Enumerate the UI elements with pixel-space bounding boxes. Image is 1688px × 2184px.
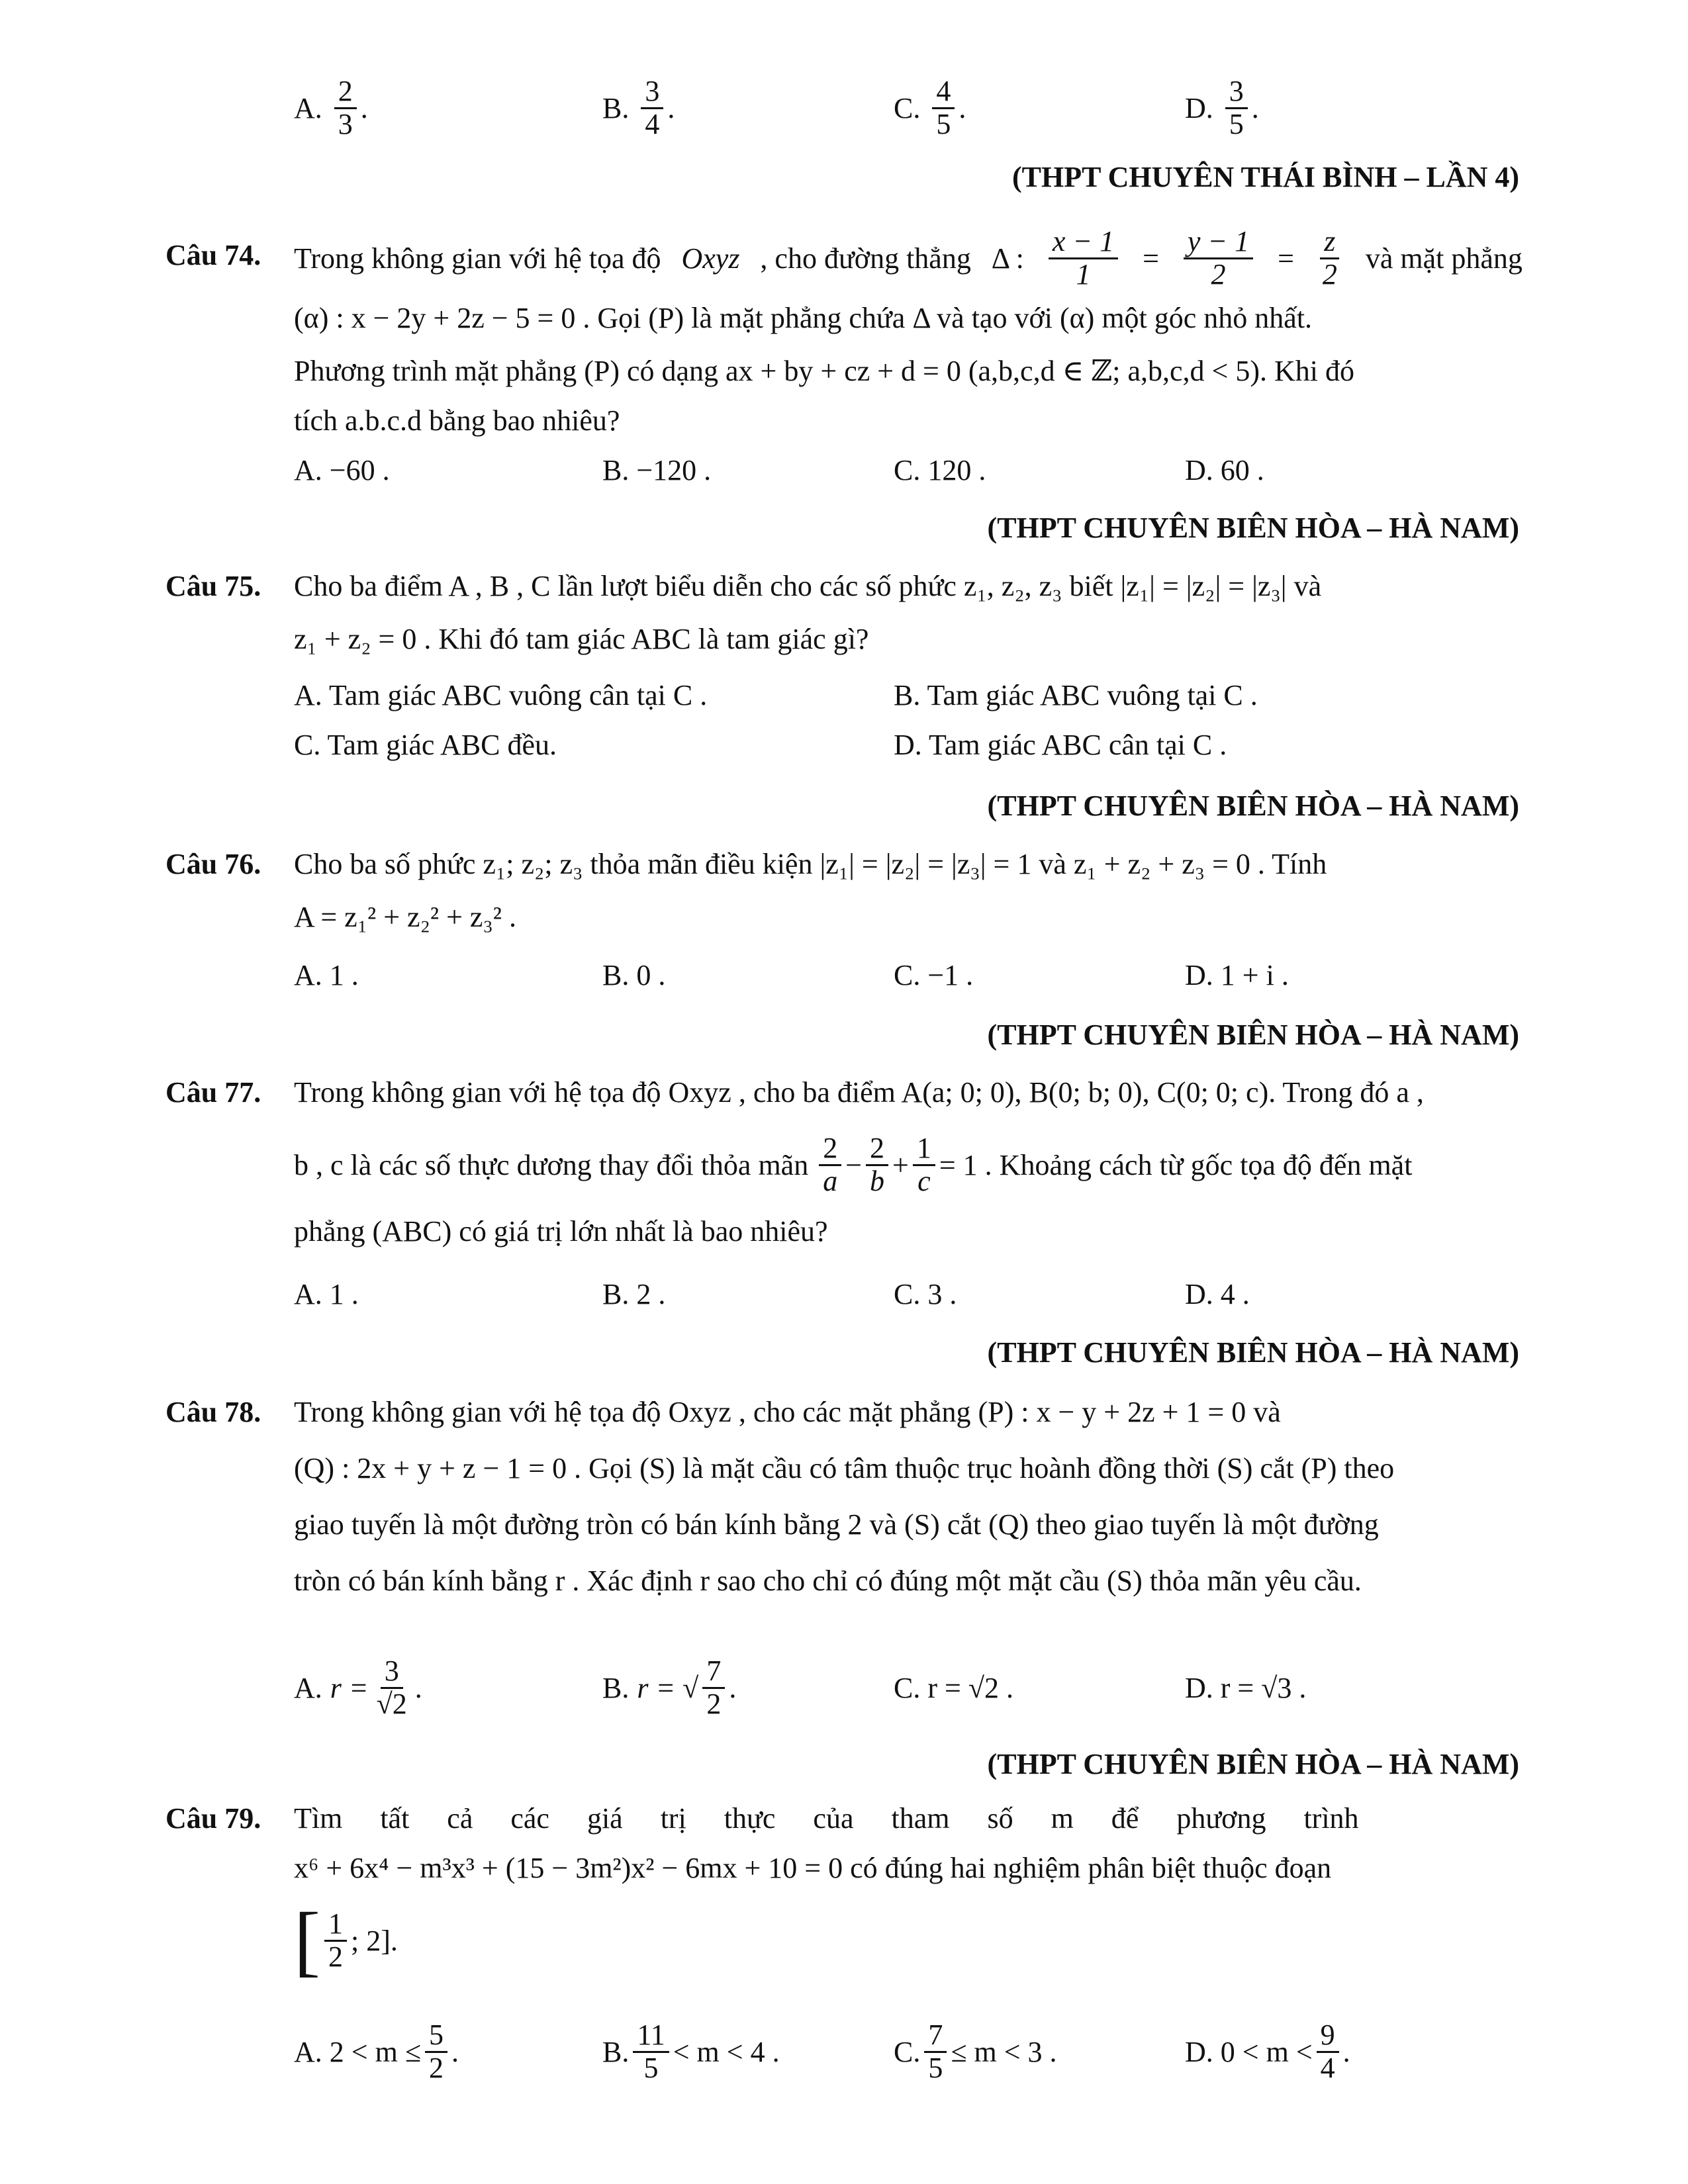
question-line: giao tuyến là một đường tròn có bán kính bằng 2 và (S) cắt (Q) theo giao tuyến là một đường bbox=[294, 1508, 1379, 1541]
denominator: 5 bbox=[928, 2051, 943, 2084]
source-label: (THPT CHUYÊN BIÊN HÒA – HÀ NAM) bbox=[987, 1019, 1519, 1051]
fraction bbox=[1049, 226, 1118, 289]
option-tail: . bbox=[959, 91, 966, 124]
question-line: x⁶ + 6x⁴ − m³x³ + (15 − 3m²)x² − 6mx + 10 = 0 có đúng hai nghiệm phân biệt thuộc đoạn bbox=[294, 1852, 1332, 1884]
question-line: Tìm tất cả các giá trị thực của tham số m để phương trình bbox=[294, 1802, 1359, 1835]
option-d: D. 60 . bbox=[1185, 454, 1264, 486]
denominator: 4 bbox=[1320, 2051, 1335, 2084]
question-line: Phương trình mặt phẳng (P) có dạng ax + by + cz + d = 0 (a,b,c,d ∈ ℤ; a,b,c,d < 5). Khi đó bbox=[294, 355, 1355, 387]
denominator: √2 bbox=[376, 1687, 407, 1720]
math: r = √ bbox=[637, 1671, 699, 1704]
option-d: D. Tam giác ABC cân tại C . bbox=[894, 729, 1227, 761]
numerator: 2 bbox=[866, 1133, 888, 1165]
numerator: 2 bbox=[334, 76, 357, 109]
option-letter: A. bbox=[294, 1671, 322, 1704]
fraction bbox=[819, 1133, 841, 1196]
question-number: Câu 76. bbox=[165, 848, 261, 880]
option-b: B. 0 . bbox=[602, 959, 666, 991]
option-tail: . bbox=[729, 1671, 737, 1704]
text: b , c là các số thực dương thay đổi thỏa mãn bbox=[294, 1148, 809, 1181]
numerator: 7 bbox=[924, 2020, 947, 2052]
numerator: 4 bbox=[932, 76, 955, 109]
source-label: (THPT CHUYÊN BIÊN HÒA – HÀ NAM) bbox=[987, 1336, 1519, 1369]
fraction bbox=[324, 1909, 347, 1972]
q73-option-a bbox=[294, 76, 368, 139]
question-line: Cho ba số phức z₁; z₂; z₃ thỏa mãn điều kiện |z₁| = |z₂| = |z₃| = 1 và z₁ + z₂ + z₃ = 0 . Tính bbox=[294, 848, 1327, 880]
option-c: C. r = √2 . bbox=[894, 1671, 1013, 1704]
option-tail: . bbox=[1342, 2035, 1350, 2068]
denominator: 5 bbox=[643, 2051, 659, 2084]
question-line bbox=[294, 1896, 1523, 1984]
numerator: 7 bbox=[702, 1656, 725, 1688]
question-line: (α) : x − 2y + 2z − 5 = 0 . Gọi (P) là mặt phẳng chứa Δ và tạo với (α) một góc nhỏ nhất. bbox=[294, 302, 1313, 334]
option-a bbox=[294, 1656, 422, 1719]
question-number: Câu 78. bbox=[165, 1396, 261, 1428]
option-b bbox=[602, 2020, 780, 2083]
denominator: c bbox=[917, 1164, 931, 1197]
option-tail: . bbox=[414, 1671, 422, 1704]
question-number: Câu 75. bbox=[165, 570, 261, 602]
option-tail: . bbox=[667, 91, 675, 124]
denominator: 2 bbox=[428, 2051, 444, 2084]
option-b: B. Tam giác ABC vuông tại C . bbox=[894, 679, 1258, 711]
source-label: (THPT CHUYÊN BIÊN HÒA – HÀ NAM) bbox=[987, 1748, 1519, 1780]
numerator: 1 bbox=[324, 1909, 347, 1941]
option-d bbox=[1185, 2020, 1350, 2083]
option-c: C. Tam giác ABC đều. bbox=[294, 729, 557, 761]
denominator: 2 bbox=[706, 1687, 722, 1720]
option-b: B. 2 . bbox=[602, 1278, 666, 1310]
numerator: x − 1 bbox=[1049, 226, 1118, 259]
denominator: 2 bbox=[1211, 257, 1226, 291]
option-c bbox=[894, 2020, 1057, 2083]
denominator: 1 bbox=[1076, 257, 1091, 291]
question-line: (Q) : 2x + y + z − 1 = 0 . Gọi (S) là mặt cầu có tâm thuộc trục hoành đồng thời (S) cắt (P) theo bbox=[294, 1452, 1395, 1484]
q73-options bbox=[294, 71, 1525, 144]
option-letter: A. bbox=[294, 91, 322, 124]
plus-sign: + bbox=[892, 1148, 909, 1181]
fraction bbox=[932, 76, 955, 139]
option-a: A. −60 . bbox=[294, 454, 390, 486]
question-number: Câu 77. bbox=[165, 1076, 261, 1109]
equals-sign: = bbox=[1143, 242, 1159, 275]
question-line: A = z₁² + z₂² + z₃² . bbox=[294, 901, 516, 933]
denominator: 2 bbox=[1322, 257, 1337, 291]
question-line: tròn có bán kính bằng r . Xác định r sao cho chỉ có đúng một mặt cầu (S) thỏa mãn yêu cầu. bbox=[294, 1565, 1362, 1597]
fraction bbox=[641, 76, 663, 139]
question-line: tích a.b.c.d bằng bao nhiêu? bbox=[294, 404, 620, 437]
math: D. 0 < m < bbox=[1185, 2035, 1313, 2068]
numerator: z bbox=[1320, 226, 1339, 259]
fraction bbox=[702, 1656, 725, 1719]
option-a: A. 1 . bbox=[294, 1278, 359, 1310]
numerator: 11 bbox=[633, 2020, 669, 2052]
source-label: (THPT CHUYÊN BIÊN HÒA – HÀ NAM) bbox=[987, 512, 1519, 544]
denominator: a bbox=[823, 1164, 838, 1197]
denominator: b bbox=[870, 1164, 885, 1197]
numerator: 2 bbox=[819, 1133, 841, 1165]
fraction bbox=[913, 1133, 935, 1196]
option-tail: . bbox=[360, 91, 368, 124]
question-line bbox=[294, 1128, 1523, 1201]
text: = 1 . Khoảng cách từ gốc tọa độ đến mặt bbox=[939, 1148, 1413, 1181]
source-label: (THPT CHUYÊN THÁI BÌNH – LẦN 4) bbox=[1011, 161, 1519, 193]
minus-sign: − bbox=[845, 1148, 863, 1181]
numerator: y − 1 bbox=[1184, 226, 1253, 259]
fraction bbox=[1225, 76, 1248, 139]
question-line: Trong không gian với hệ tọa độ Oxyz , cho ba điểm A(a; 0; 0), B(0; b; 0), C(0; 0; c). Trong đó a , bbox=[294, 1076, 1424, 1109]
q73-option-d bbox=[1185, 76, 1259, 139]
denominator: 5 bbox=[936, 107, 951, 140]
option-a: A. 1 . bbox=[294, 959, 359, 991]
fraction bbox=[425, 2020, 447, 2083]
q78-options bbox=[294, 1648, 1525, 1727]
option-tail: ≤ m < 3 . bbox=[951, 2035, 1057, 2068]
math: Δ : bbox=[991, 242, 1024, 275]
fraction bbox=[1184, 226, 1253, 289]
text: và mặt phẳng bbox=[1365, 242, 1523, 275]
question-line: Cho ba điểm A , B , C lần lượt biểu diễn cho các số phức z₁, z₂, z₃ biết |z₁| = |z₂| = |z₃| và bbox=[294, 570, 1322, 602]
text: Trong không gian với hệ tọa độ bbox=[294, 242, 661, 275]
option-b bbox=[602, 1656, 736, 1719]
option-letter: B. bbox=[602, 1671, 630, 1704]
option-letter: C. bbox=[894, 91, 921, 124]
question-line: Trong không gian với hệ tọa độ Oxyz , cho các mặt phẳng (P) : x − y + 2z + 1 = 0 và bbox=[294, 1396, 1281, 1428]
option-letter: D. bbox=[1185, 91, 1213, 124]
denominator: 3 bbox=[338, 107, 353, 140]
numerator: 3 bbox=[381, 1656, 403, 1688]
option-d: D. r = √3 . bbox=[1185, 1671, 1307, 1704]
option-c: C. −1 . bbox=[894, 959, 974, 991]
denominator: 4 bbox=[645, 107, 660, 140]
math: Oxyz bbox=[681, 242, 740, 275]
fraction bbox=[633, 2020, 669, 2083]
option-b: B. −120 . bbox=[602, 454, 712, 486]
numerator: 3 bbox=[641, 76, 663, 109]
denominator: 5 bbox=[1229, 107, 1244, 140]
option-letter: B. bbox=[602, 2035, 630, 2068]
fraction bbox=[924, 2020, 947, 2083]
question-number: Câu 74. bbox=[165, 239, 261, 271]
option-tail: . bbox=[451, 2035, 459, 2068]
fraction bbox=[334, 76, 357, 139]
math: A. 2 < m ≤ bbox=[294, 2035, 421, 2068]
equals-sign: = bbox=[1278, 242, 1294, 275]
question-line bbox=[294, 225, 1523, 291]
q79-options bbox=[294, 2012, 1525, 2091]
numerator: 5 bbox=[425, 2020, 447, 2052]
q73-option-c bbox=[894, 76, 966, 139]
fraction bbox=[1319, 226, 1341, 289]
option-letter: B. bbox=[602, 91, 630, 124]
question-number: Câu 79. bbox=[165, 1802, 261, 1835]
option-a: A. Tam giác ABC vuông cân tại C . bbox=[294, 679, 708, 711]
bracket: [ bbox=[294, 1896, 320, 1984]
option-tail: . bbox=[1251, 91, 1259, 124]
fraction bbox=[1317, 2020, 1339, 2083]
question-line: phẳng (ABC) có giá trị lớn nhất là bao nhiêu? bbox=[294, 1215, 828, 1248]
option-c: C. 120 . bbox=[894, 454, 986, 486]
question-line: z₁ + z₂ = 0 . Khi đó tam giác ABC là tam giác gì? bbox=[294, 623, 869, 655]
option-c: C. 3 . bbox=[894, 1278, 957, 1310]
numerator: 1 bbox=[913, 1133, 935, 1165]
math: r = bbox=[330, 1671, 369, 1704]
numerator: 9 bbox=[1317, 2020, 1339, 2052]
option-letter: C. bbox=[894, 2035, 921, 2068]
q73-option-b bbox=[602, 76, 675, 139]
text: ; 2]. bbox=[350, 1924, 398, 1957]
fraction bbox=[866, 1133, 888, 1196]
option-a bbox=[294, 2020, 459, 2083]
numerator: 3 bbox=[1225, 76, 1248, 109]
source-label: (THPT CHUYÊN BIÊN HÒA – HÀ NAM) bbox=[987, 790, 1519, 822]
fraction bbox=[373, 1656, 411, 1719]
option-tail: < m < 4 . bbox=[673, 2035, 780, 2068]
option-d: D. 4 . bbox=[1185, 1278, 1250, 1310]
option-d: D. 1 + i . bbox=[1185, 959, 1289, 991]
text: , cho đường thẳng bbox=[760, 242, 971, 275]
denominator: 2 bbox=[328, 1940, 343, 1973]
